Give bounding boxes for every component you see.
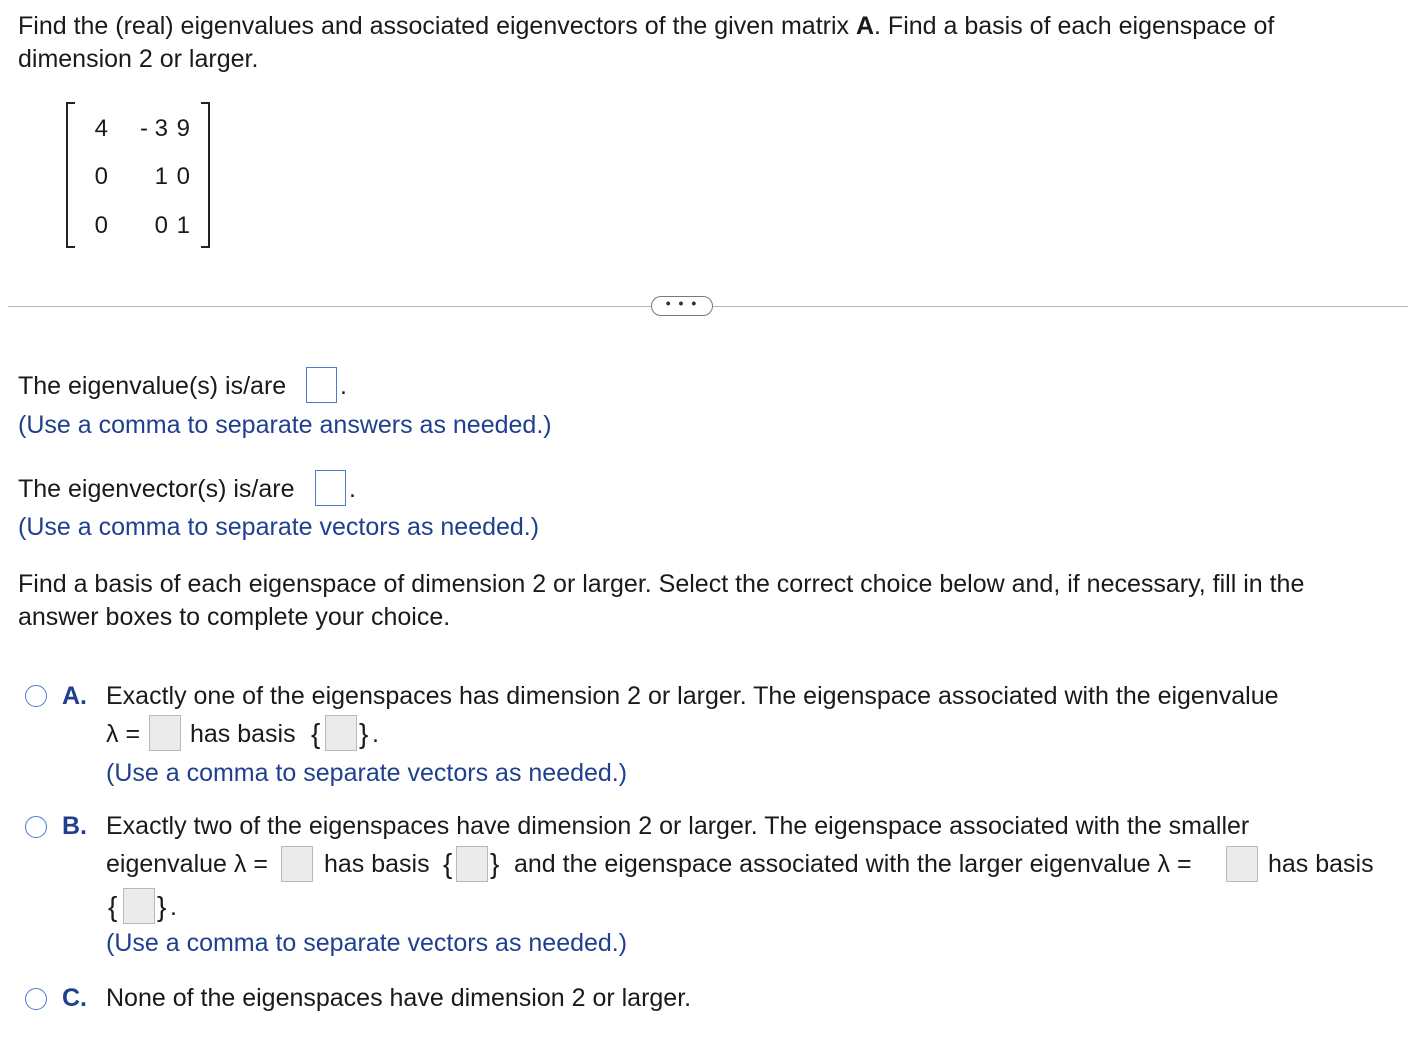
choice-b-open-brace-2: { xyxy=(108,891,118,922)
more-options-button[interactable]: • • • xyxy=(651,296,713,316)
matrix-a xyxy=(66,102,210,248)
eigenspace-instruction: Find a basis of each eigenspace of dimension 2 or larger. Select the correct choice below and, if necessary, fill in the answer boxes to complete your choice. xyxy=(18,570,1305,631)
matrix-cell: 1 xyxy=(176,212,190,239)
choice-b-close-brace-2: } xyxy=(157,891,167,922)
choice-b-letter: B. xyxy=(62,812,87,840)
eigenvalue-input[interactable] xyxy=(306,367,337,403)
choice-b-hint: (Use a comma to separate vectors as needed.) xyxy=(106,929,628,957)
choice-b-open-brace: { xyxy=(443,848,453,879)
choice-a-close-brace: } xyxy=(359,718,369,749)
choice-a-period: . xyxy=(372,720,379,748)
matrix-cell: 0 xyxy=(94,163,108,190)
choice-b-smaller-lambda-label: eigenvalue λ = xyxy=(106,850,268,878)
choice-a-radio[interactable] xyxy=(25,685,47,707)
choice-b-has-basis: has basis xyxy=(324,850,430,878)
choice-b-smaller-basis-input[interactable] xyxy=(456,846,488,882)
choice-a-letter: A. xyxy=(62,682,87,710)
choice-a-hint: (Use a comma to separate vectors as needed.) xyxy=(106,759,628,787)
choice-a-open-brace: { xyxy=(311,718,321,749)
choice-b-text: Exactly two of the eigenspaces have dimension 2 or larger. The eigenspace associated with the smaller xyxy=(106,812,1250,840)
eigenvalue-period: . xyxy=(340,372,347,400)
matrix-cell: - 3 xyxy=(139,115,168,142)
choice-a-basis-input[interactable] xyxy=(325,715,357,751)
problem-statement: Find the (real) eigenvalues and associated eigenvectors of the given matrix A. Find a basis of each eigenspace of dimension 2 or larger. xyxy=(18,12,1275,73)
choice-b-has-basis-2: has basis xyxy=(1268,850,1374,878)
eigenvalue-hint: (Use a comma to separate answers as needed.) xyxy=(18,411,552,439)
matrix-cell: 9 xyxy=(176,115,190,142)
matrix-cell: 1 xyxy=(154,163,168,190)
eigenvalue-label: The eigenvalue(s) is/are xyxy=(18,372,287,400)
choice-c-text: None of the eigenspaces have dimension 2 or larger. xyxy=(106,984,692,1012)
eigenvector-period: . xyxy=(349,475,356,503)
choice-a-has-basis: has basis xyxy=(190,720,296,748)
matrix-cell: 0 xyxy=(154,212,168,239)
choice-b-period: . xyxy=(170,893,177,921)
matrix-cell: 0 xyxy=(176,163,190,190)
choice-c-letter: C. xyxy=(62,984,87,1012)
choice-b-larger-basis-input[interactable] xyxy=(123,888,155,924)
matrix-cell: 4 xyxy=(94,115,108,142)
choice-a-eigenvalue-input[interactable] xyxy=(149,715,181,751)
matrix-left-bracket xyxy=(66,102,75,248)
eigenvector-label: The eigenvector(s) is/are xyxy=(18,475,295,503)
choice-b-smaller-eigenvalue-input[interactable] xyxy=(281,846,313,882)
choice-b-radio[interactable] xyxy=(25,816,47,838)
choice-a-lambda-label: λ = xyxy=(106,720,141,748)
eigenvector-input[interactable] xyxy=(315,470,346,506)
eigenvector-hint: (Use a comma to separate vectors as needed.) xyxy=(18,513,540,541)
choice-c-radio[interactable] xyxy=(25,988,47,1010)
choice-b-close-brace: } xyxy=(490,848,500,879)
matrix-cell: 0 xyxy=(94,212,108,239)
matrix-right-bracket xyxy=(201,102,210,248)
choice-a-text: Exactly one of the eigenspaces has dimension 2 or larger. The eigenspace associated with the eigenvalue xyxy=(106,682,1279,710)
matrix-name: A xyxy=(855,12,875,40)
choice-b-larger-lambda-label: and the eigenspace associated with the larger eigenvalue λ = xyxy=(514,850,1192,878)
choice-b-larger-eigenvalue-input[interactable] xyxy=(1226,846,1258,882)
